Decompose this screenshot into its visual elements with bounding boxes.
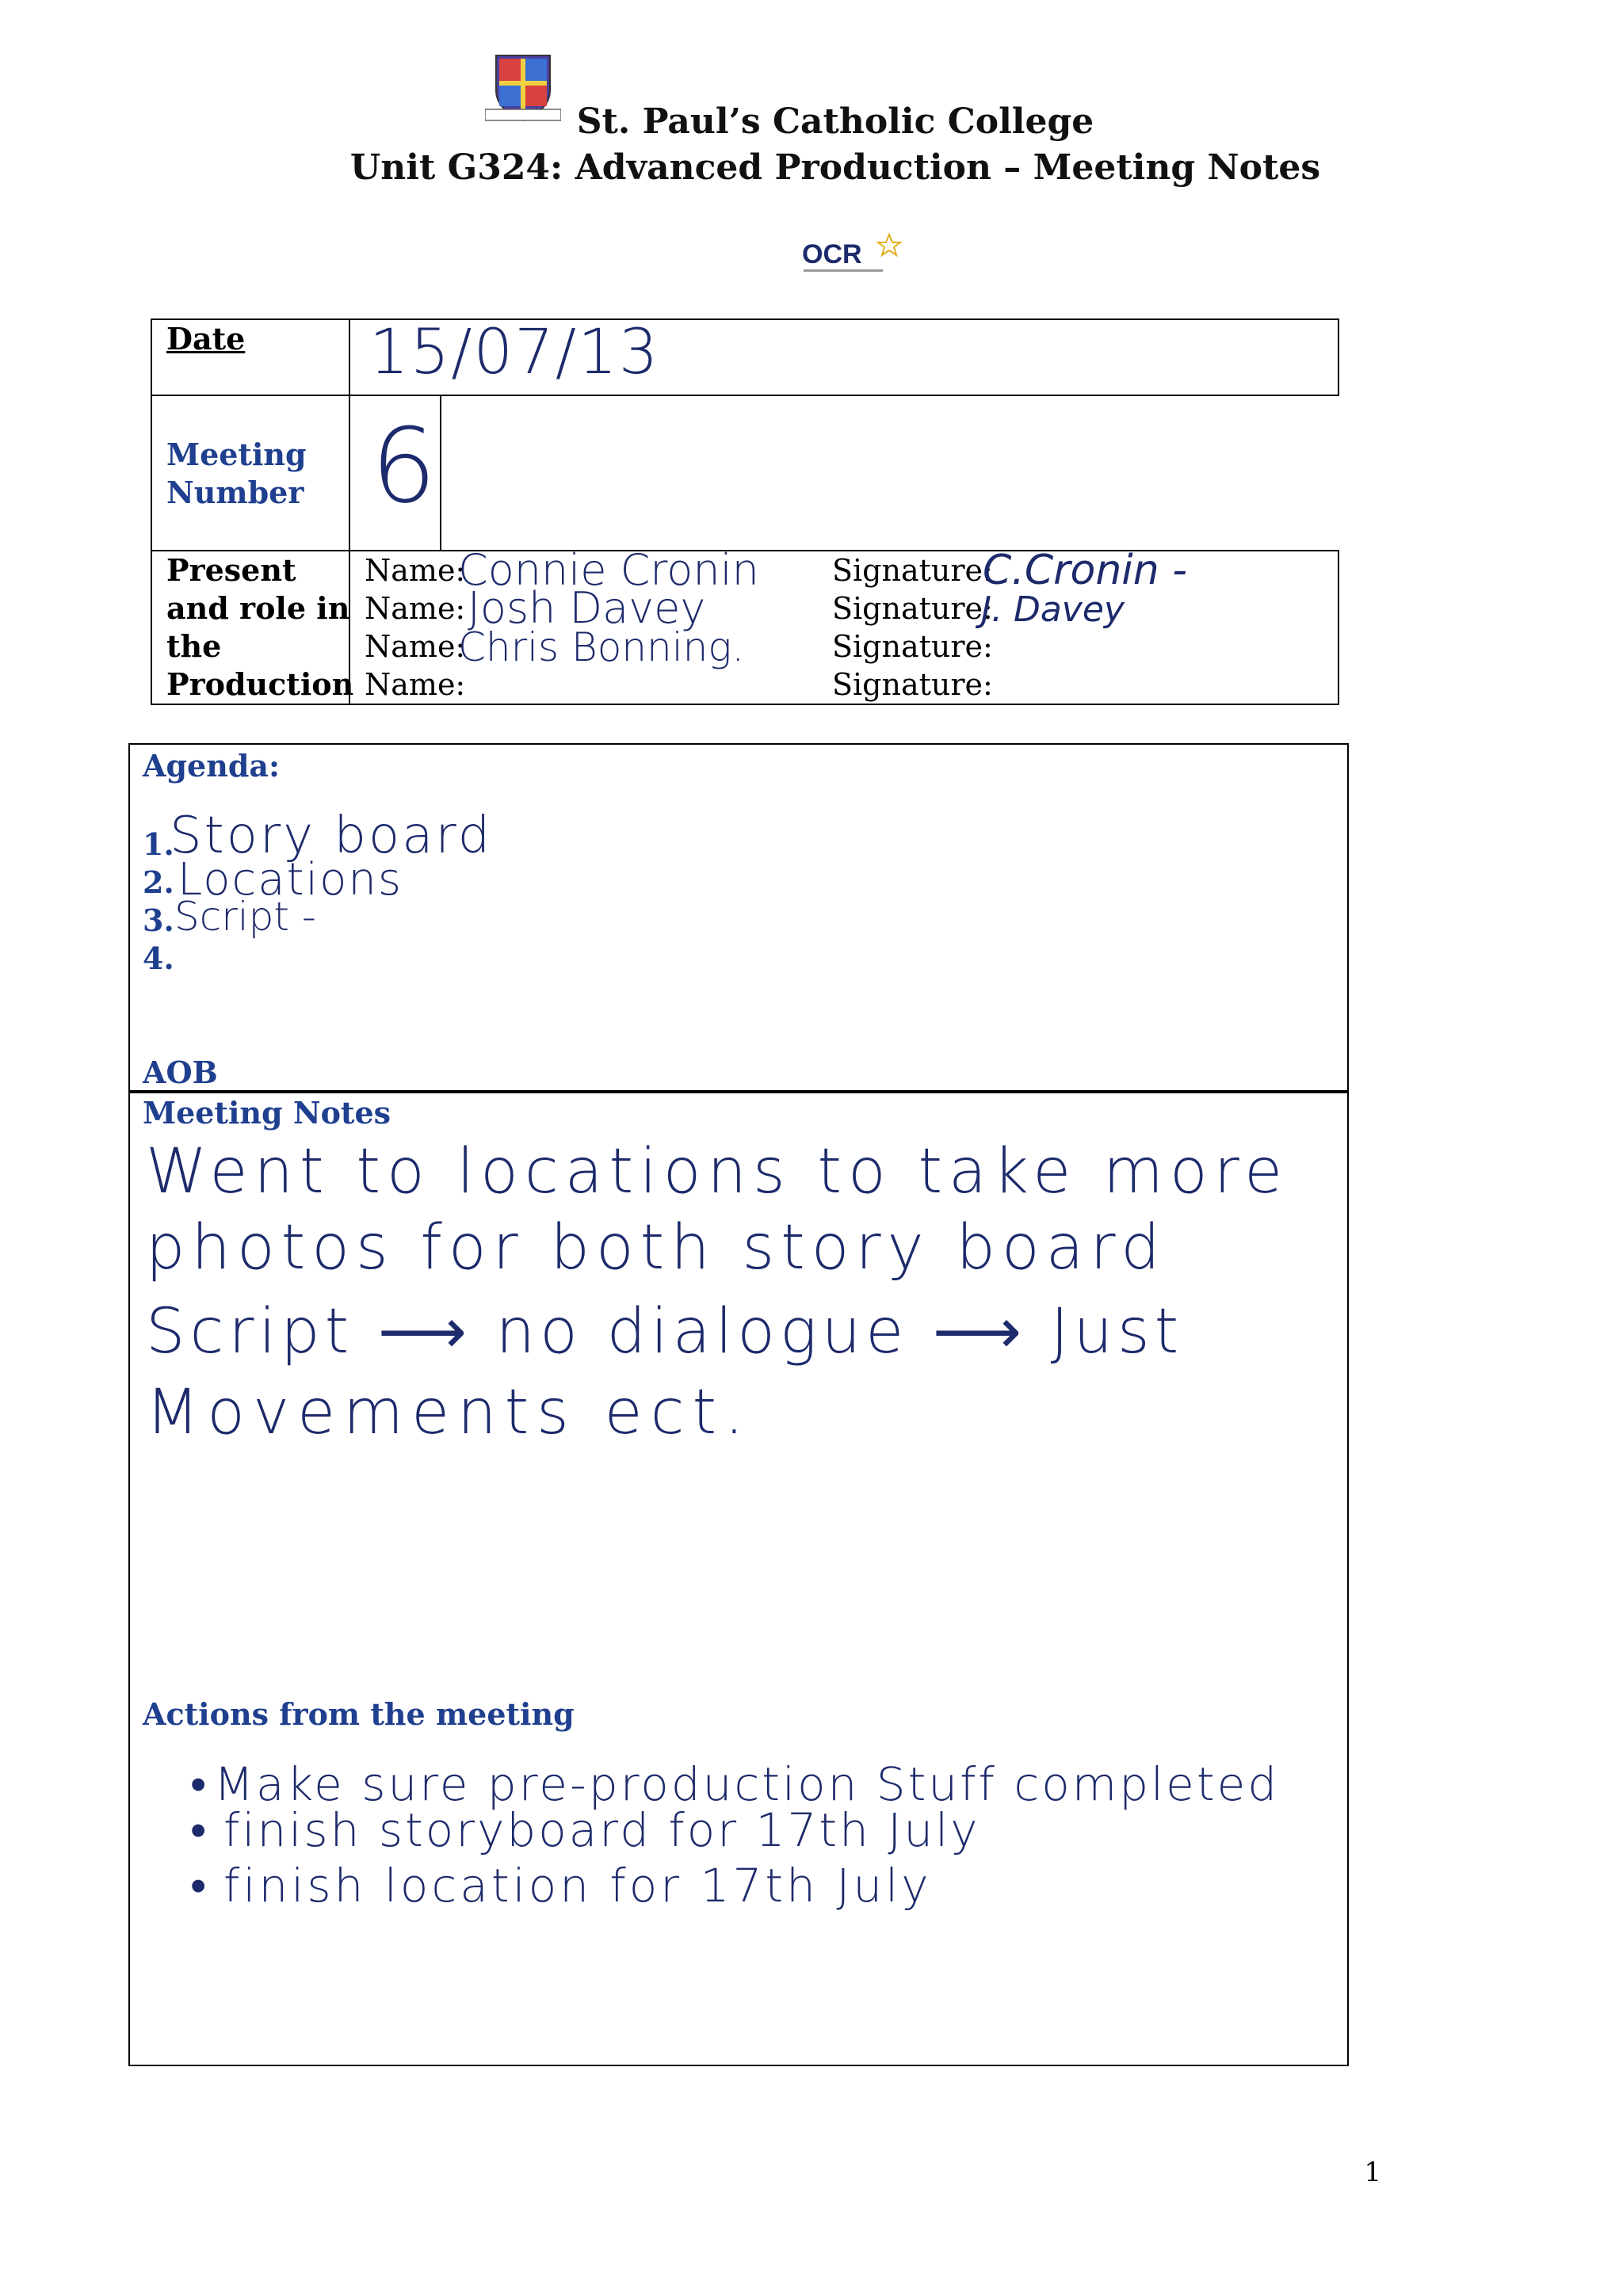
notes-line: Script ⟶ no dialogue ⟶ Just bbox=[146, 1296, 1184, 1367]
present-label-4: Production bbox=[166, 666, 354, 702]
attendee-name: Chris Bonning. bbox=[458, 624, 745, 670]
agenda-item-number: 2. bbox=[143, 864, 174, 900]
notes-line: Movements ect. bbox=[146, 1377, 752, 1448]
attendee-signature: J. Davey bbox=[981, 589, 1125, 630]
actions-title: Actions from the meeting bbox=[143, 1696, 575, 1732]
agenda-item-number: 1. bbox=[143, 826, 174, 862]
name-label: Name: bbox=[365, 629, 466, 664]
date-value: 15/07/13 bbox=[369, 317, 660, 388]
date-row bbox=[151, 318, 1339, 396]
date-label: Date bbox=[166, 321, 246, 357]
meeting-label-line2: Number bbox=[166, 475, 304, 510]
attendee-name: Connie Cronin bbox=[458, 545, 759, 595]
present-label-3: the bbox=[166, 628, 222, 664]
divider bbox=[349, 318, 350, 396]
action-item: finish storyboard for 17th July bbox=[223, 1803, 980, 1857]
action-item: finish location for 17th July bbox=[223, 1859, 932, 1913]
aob-label: AOB bbox=[143, 1055, 218, 1090]
action-item: Make sure pre-production Stuff completed bbox=[214, 1757, 1280, 1811]
agenda-item-text: Script - bbox=[174, 894, 316, 940]
name-label: Name: bbox=[365, 553, 466, 588]
action-bullet: • bbox=[190, 1803, 207, 1857]
agenda-title: Agenda: bbox=[143, 748, 281, 784]
signature-label: Signature: bbox=[832, 667, 993, 702]
signature-label: Signature: bbox=[832, 553, 993, 588]
name-label: Name: bbox=[365, 667, 466, 702]
signature-label: Signature: bbox=[832, 591, 993, 626]
meeting-notes-title: Meeting Notes bbox=[143, 1095, 391, 1131]
notes-line: photos for both story board bbox=[146, 1212, 1167, 1283]
agenda-item-text: Locations bbox=[178, 854, 403, 906]
present-label-1: Present bbox=[166, 552, 296, 588]
name-label: Name: bbox=[365, 591, 466, 626]
attendee-name: Josh Davey bbox=[468, 583, 706, 633]
ocr-logo bbox=[800, 231, 903, 279]
school-name: St. Paul’s Catholic College bbox=[576, 101, 1094, 142]
attendee-signature: C.Cronin - bbox=[983, 547, 1187, 594]
present-label-2: and role in bbox=[166, 590, 350, 626]
signature-label: Signature: bbox=[832, 629, 993, 664]
agenda-item-text: Story board bbox=[170, 807, 493, 865]
svg-text:OCR: OCR bbox=[802, 239, 862, 269]
page-number: 1 bbox=[1364, 2157, 1381, 2188]
action-bullet: • bbox=[190, 1859, 207, 1913]
meeting-number-value: 6 bbox=[371, 406, 437, 526]
divider bbox=[349, 395, 350, 551]
agenda-item-number: 4. bbox=[143, 940, 174, 976]
notes-line: Went to locations to take more bbox=[146, 1136, 1289, 1207]
action-bullet: • bbox=[190, 1757, 207, 1811]
meeting-label-line1: Meeting bbox=[166, 437, 307, 472]
agenda-item-number: 3. bbox=[143, 902, 174, 938]
unit-title: Unit G324: Advanced Production – Meeting Notes bbox=[349, 147, 1321, 188]
